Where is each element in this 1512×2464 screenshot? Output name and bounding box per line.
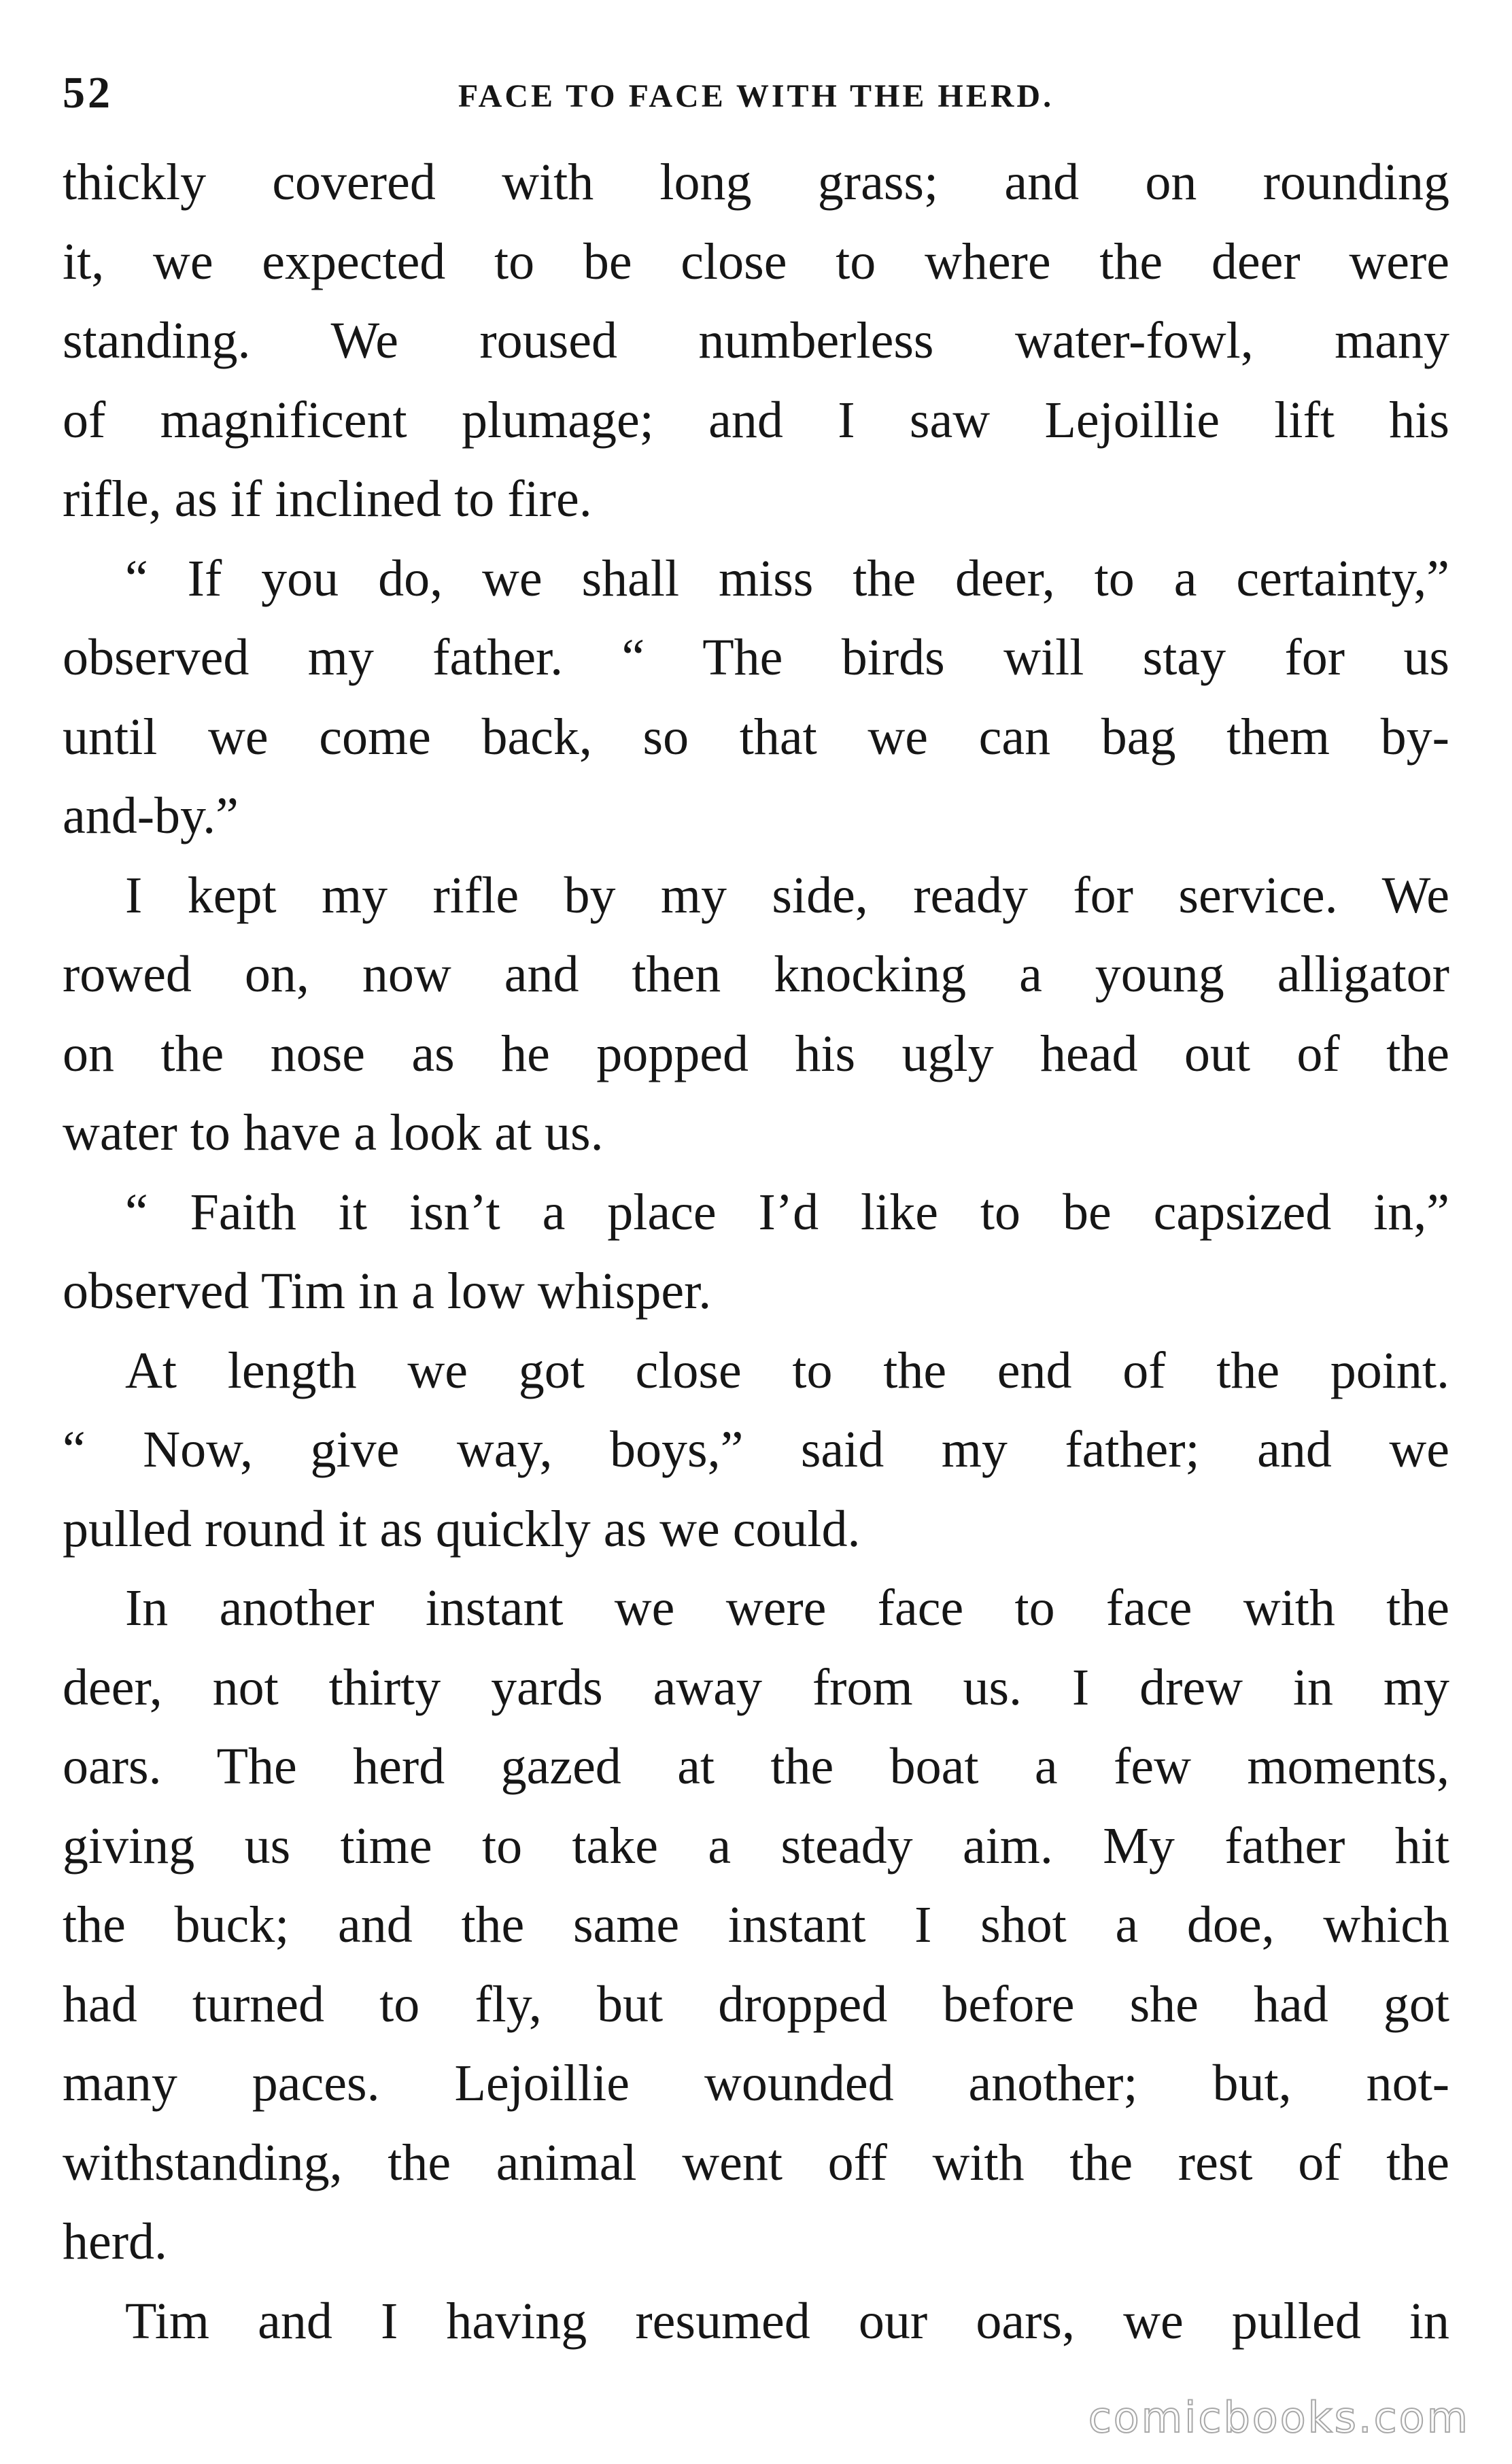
- text-line: thickly covered with long grass; and on rounding: [63, 154, 1449, 211]
- text-line: rifle, as if inclined to fire.: [63, 470, 592, 528]
- watermark: comicbooks.com: [1088, 2393, 1470, 2442]
- text-line: on the nose as he popped his ugly head out of the: [63, 1025, 1449, 1082]
- text-line: I kept my rifle by my side, ready for service. We: [125, 866, 1449, 924]
- body-text: [63, 143, 1449, 2361]
- text-line: it, we expected to be close to where the deer were: [63, 233, 1449, 290]
- text-line: “ Now, give way, boys,” said my father; and we: [63, 1421, 1449, 1478]
- text-line: oars. The herd gazed at the boat a few moments,: [63, 1738, 1449, 1795]
- text-line: Tim and I having resumed our oars, we pulled in: [125, 2292, 1449, 2350]
- text-line: withstanding, the animal went off with the rest of the: [63, 2134, 1449, 2191]
- text-line: giving us time to take a steady aim. My father hit: [63, 1817, 1449, 1875]
- text-line: herd.: [63, 2213, 168, 2270]
- book-page: [63, 68, 1449, 2393]
- text-line: In another instant we were face to face with the: [125, 1579, 1449, 1637]
- text-line: the buck; and the same instant I shot a doe, which: [63, 1896, 1449, 1953]
- text-line: “ Faith it isn’t a place I’d like to be capsized in,”: [125, 1183, 1449, 1241]
- running-head: FACE TO FACE WITH THE HERD.: [458, 78, 1054, 114]
- text-line: At length we got close to the end of the point.: [125, 1341, 1449, 1399]
- text-line: rowed on, now and then knocking a young alligator: [63, 946, 1449, 1003]
- text-line: had turned to fly, but dropped before she had got: [63, 1975, 1449, 2033]
- page-header: [63, 68, 1449, 143]
- text-line: standing. We roused numberless water-fowl, many: [63, 312, 1449, 369]
- text-line: deer, not thirty yards away from us. I drew in my: [63, 1658, 1449, 1716]
- text-line: water to have a look at us.: [63, 1104, 604, 1161]
- page-number: 52: [63, 68, 113, 118]
- text-line: observed Tim in a low whisper.: [63, 1263, 712, 1320]
- text-line: many paces. Lejoillie wounded another; but, not-: [63, 2055, 1449, 2112]
- text-line: and-by.”: [63, 787, 239, 844]
- text-line: pulled round it as quickly as we could.: [63, 1500, 861, 1558]
- text-line: until we come back, so that we can bag them by-: [63, 708, 1449, 766]
- text-line: “ If you do, we shall miss the deer, to a certainty,”: [125, 549, 1449, 607]
- text-line: observed my father. “ The birds will stay for us: [63, 629, 1449, 686]
- text-line: of magnificent plumage; and I saw Lejoillie lift his: [63, 391, 1449, 449]
